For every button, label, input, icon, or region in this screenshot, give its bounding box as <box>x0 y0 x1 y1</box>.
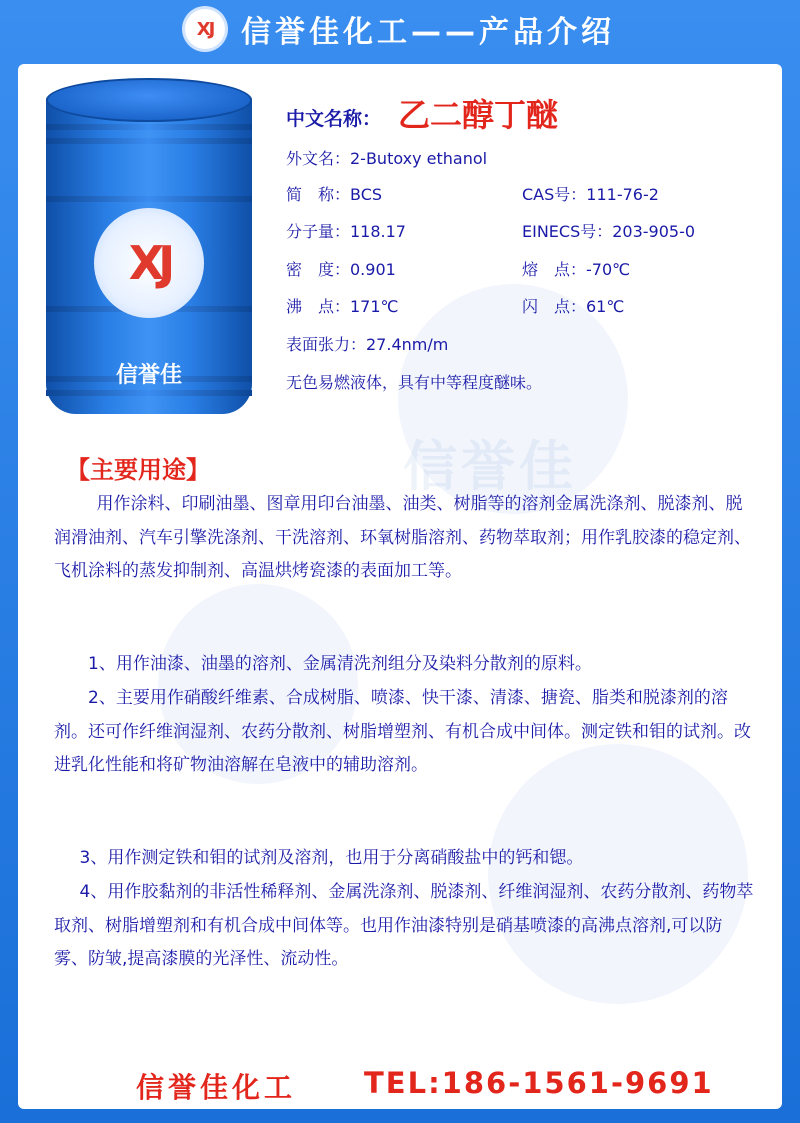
flash-point: 闪 点：61℃ <box>522 297 625 316</box>
uses-item-1: 1、用作油漆、油墨的溶剂、金属清洗剂组分及染料分散剂的原料。 <box>88 654 592 674</box>
abbreviation: 简 称：BCS <box>286 185 383 204</box>
drum-illustration <box>46 78 248 428</box>
header-banner <box>0 0 800 58</box>
brand-logo: XJ <box>185 9 225 49</box>
watermark-text: 信誉佳 <box>403 435 577 498</box>
drum-brand: 信誉佳 <box>115 363 182 388</box>
surface-tension: 表面张力：27.4nm/m <box>286 335 449 354</box>
drum-body <box>46 96 252 414</box>
footer-phone: TEL:186-1561-9691 <box>364 1066 714 1100</box>
product-description: 无色易燃液体，具有中等程度醚味。 <box>286 373 543 392</box>
content-panel <box>18 64 782 1109</box>
uses-item-3: 3、用作测定铁和钼的试剂及溶剂，也用于分离硝酸盐中的钙和锶。 <box>79 848 584 868</box>
molecular-weight: 分子量：118.17 <box>286 222 406 241</box>
drum-logo: XJ <box>94 208 204 318</box>
uses-item-2: 2、主要用作硝酸纤维素、合成树脂、喷漆、快干漆、清漆、搪瓷、脂类和脱漆剂的溶剂。还可作纤维润湿剂、农药分散剂、树脂增塑剂、有机合成中间体。测定铁和钼的试剂。改进乳化性能和将矿物油溶解在皂液中的辅助溶剂。 <box>54 688 751 775</box>
en-name: 外文名：2-Butoxy ethanol <box>286 149 488 168</box>
density: 密 度：0.901 <box>286 260 396 279</box>
cas-number: CAS号：111-76-2 <box>522 185 659 204</box>
uses-item-4: 4、用作胶黏剂的非活性稀释剂、金属洗涤剂、脱漆剂、纤维润湿剂、农药分散剂、药物萃取剂、树脂增塑剂和有机合成中间体等。也用作油漆特别是硝基喷漆的高沸点溶剂,可以防雾、防皱,提高漆膜的光泽性、流动性。 <box>54 882 754 969</box>
drum-lid <box>46 78 252 122</box>
cn-name-value: 乙二醇丁醚 <box>398 96 559 134</box>
einecs-number: EINECS号：203-905-0 <box>522 222 696 241</box>
footer-company: 信誉佳化工 <box>136 1071 297 1104</box>
header-title: 信誉佳化工——产品介绍 <box>241 15 615 50</box>
boiling-point: 沸 点：171℃ <box>286 297 399 316</box>
section-title-uses: 【主要用途】 <box>66 456 210 484</box>
uses-paragraph: 用作涂料、印刷油墨、图章用印台油墨、油类、树脂等的溶剂金属洗涤剂、脱漆剂、脱润滑油剂、汽车引擎洗涤剂、干洗溶剂、环氧树脂溶剂、药物萃取剂；用作乳胶漆的稳定剂、飞机涂料的蒸发抑制剂、高温烘烤瓷漆的表面加工等。 <box>54 494 751 581</box>
cn-name-label: 中文名称： <box>286 108 382 130</box>
melting-point: 熔 点：-70℃ <box>522 260 631 279</box>
